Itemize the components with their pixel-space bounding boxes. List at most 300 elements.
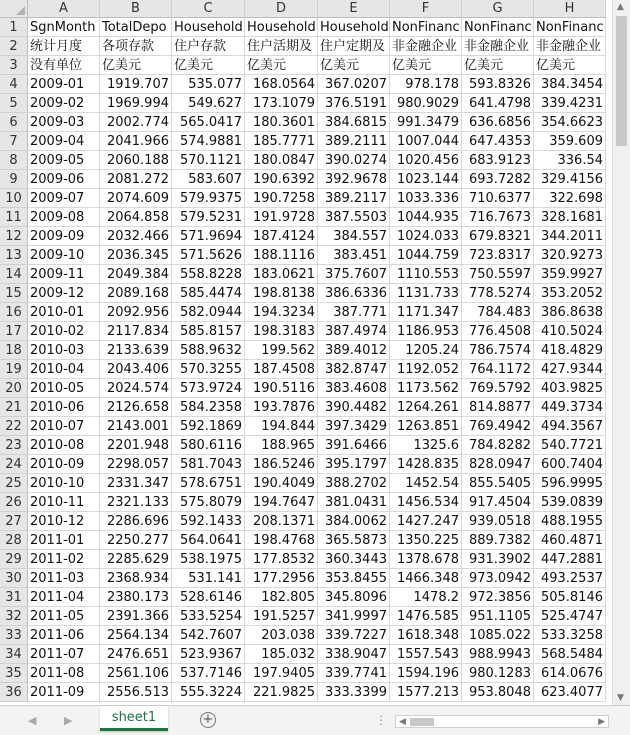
cell-B8[interactable]: 2060.188 [100,151,172,170]
cell-E33[interactable]: 339.7227 [318,626,390,645]
cell-F15[interactable]: 1131.733 [390,284,462,303]
row-header-17[interactable]: 17 [0,322,28,341]
cell-A27[interactable]: 2010-12 [28,512,100,531]
cell-F25[interactable]: 1452.54 [390,474,462,493]
cell-H29[interactable]: 447.2881 [534,550,606,569]
cell-A22[interactable]: 2010-07 [28,417,100,436]
cell-G25[interactable]: 855.5405 [462,474,534,493]
cell-E10[interactable]: 389.2117 [318,189,390,208]
cell-B20[interactable]: 2024.574 [100,379,172,398]
cell-G31[interactable]: 972.3856 [462,588,534,607]
cell-D23[interactable]: 188.965 [245,436,318,455]
cell-C35[interactable]: 537.7146 [172,664,245,683]
scroll-down-icon[interactable]: ▼ [617,693,624,703]
row-header-10[interactable]: 10 [0,189,28,208]
cell-E8[interactable]: 390.0274 [318,151,390,170]
cell-C15[interactable]: 585.4474 [172,284,245,303]
cell-F36[interactable]: 1577.213 [390,683,462,702]
cell-H19[interactable]: 427.9344 [534,360,606,379]
cell-D21[interactable]: 193.7876 [245,398,318,417]
cell-D14[interactable]: 183.0621 [245,265,318,284]
cell-H25[interactable]: 596.9995 [534,474,606,493]
cell-F24[interactable]: 1428.835 [390,455,462,474]
row-header-15[interactable]: 15 [0,284,28,303]
cell-G21[interactable]: 814.8877 [462,398,534,417]
horizontal-scroll-thumb[interactable] [410,718,434,726]
cell-G1[interactable]: NonFinanc [462,18,534,37]
cell-B6[interactable]: 2002.774 [100,113,172,132]
cell-G20[interactable]: 769.5792 [462,379,534,398]
cell-E14[interactable]: 375.7607 [318,265,390,284]
cell-F26[interactable]: 1456.534 [390,493,462,512]
scroll-left-icon[interactable]: ◀ [399,717,406,727]
row-header-27[interactable]: 27 [0,512,28,531]
cell-H33[interactable]: 533.3258 [534,626,606,645]
cell-F10[interactable]: 1033.336 [390,189,462,208]
cell-G8[interactable]: 683.9123 [462,151,534,170]
cell-D30[interactable]: 177.2956 [245,569,318,588]
row-header-19[interactable]: 19 [0,360,28,379]
cell-C30[interactable]: 531.141 [172,569,245,588]
cell-H32[interactable]: 525.4747 [534,607,606,626]
cell-E3[interactable]: 亿美元 [318,56,390,75]
cell-G22[interactable]: 769.4942 [462,417,534,436]
cell-H12[interactable]: 344.2011 [534,227,606,246]
cell-C29[interactable]: 538.1975 [172,550,245,569]
cell-E36[interactable]: 333.3399 [318,683,390,702]
cell-D18[interactable]: 199.562 [245,341,318,360]
cell-A6[interactable]: 2009-03 [28,113,100,132]
cell-F31[interactable]: 1478.2 [390,588,462,607]
cell-G27[interactable]: 939.0518 [462,512,534,531]
cell-A20[interactable]: 2010-05 [28,379,100,398]
cell-C22[interactable]: 592.1869 [172,417,245,436]
cell-B33[interactable]: 2564.134 [100,626,172,645]
cell-F14[interactable]: 1110.553 [390,265,462,284]
prev-sheet-icon[interactable]: ◀ [28,714,37,727]
cell-A23[interactable]: 2010-08 [28,436,100,455]
cell-D11[interactable]: 191.9728 [245,208,318,227]
cell-C3[interactable]: 亿美元 [172,56,245,75]
cell-B19[interactable]: 2043.406 [100,360,172,379]
cell-D27[interactable]: 208.1371 [245,512,318,531]
add-sheet-icon[interactable]: + [200,712,216,728]
cell-A2[interactable]: 统计月度 [28,37,100,56]
scroll-right-icon[interactable]: ▶ [598,717,605,727]
cell-A10[interactable]: 2009-07 [28,189,100,208]
cell-H20[interactable]: 403.9825 [534,379,606,398]
cell-C12[interactable]: 571.9694 [172,227,245,246]
cell-F33[interactable]: 1618.348 [390,626,462,645]
cell-A33[interactable]: 2011-06 [28,626,100,645]
cell-C20[interactable]: 573.9724 [172,379,245,398]
row-header-3[interactable]: 3 [0,56,28,75]
cell-E2[interactable]: 住户定期及 [318,37,390,56]
cell-D2[interactable]: 住户活期及 [245,37,318,56]
row-header-12[interactable]: 12 [0,227,28,246]
cell-D35[interactable]: 197.9405 [245,664,318,683]
cell-B17[interactable]: 2117.834 [100,322,172,341]
row-header-26[interactable]: 26 [0,493,28,512]
cell-G9[interactable]: 693.7282 [462,170,534,189]
column-header-D[interactable]: D [245,0,318,18]
cell-E21[interactable]: 390.4482 [318,398,390,417]
cell-G29[interactable]: 931.3902 [462,550,534,569]
cell-E23[interactable]: 391.6466 [318,436,390,455]
cell-A25[interactable]: 2010-10 [28,474,100,493]
cell-A34[interactable]: 2011-07 [28,645,100,664]
cell-B34[interactable]: 2476.651 [100,645,172,664]
cell-F27[interactable]: 1427.247 [390,512,462,531]
cell-C18[interactable]: 588.9632 [172,341,245,360]
cell-D22[interactable]: 194.844 [245,417,318,436]
cell-H21[interactable]: 449.3734 [534,398,606,417]
cell-C25[interactable]: 578.6751 [172,474,245,493]
cell-C32[interactable]: 533.5254 [172,607,245,626]
cell-H6[interactable]: 354.6623 [534,113,606,132]
cell-D9[interactable]: 190.6392 [245,170,318,189]
cell-H2[interactable]: 非金融企业 [534,37,606,56]
cell-H16[interactable]: 386.8638 [534,303,606,322]
cell-H5[interactable]: 339.4231 [534,94,606,113]
cell-E15[interactable]: 386.6336 [318,284,390,303]
cell-C31[interactable]: 528.6146 [172,588,245,607]
cell-F12[interactable]: 1024.033 [390,227,462,246]
cell-H10[interactable]: 322.698 [534,189,606,208]
cell-H11[interactable]: 328.1681 [534,208,606,227]
cell-E26[interactable]: 381.0431 [318,493,390,512]
cell-F17[interactable]: 1186.953 [390,322,462,341]
cell-E17[interactable]: 387.4974 [318,322,390,341]
row-header-31[interactable]: 31 [0,588,28,607]
cell-B32[interactable]: 2391.366 [100,607,172,626]
cell-C21[interactable]: 584.2358 [172,398,245,417]
row-header-30[interactable]: 30 [0,569,28,588]
cell-H22[interactable]: 494.3567 [534,417,606,436]
cell-C24[interactable]: 581.7043 [172,455,245,474]
cell-F5[interactable]: 980.9029 [390,94,462,113]
scroll-up-icon[interactable]: ▲ [617,2,624,12]
row-header-7[interactable]: 7 [0,132,28,151]
cell-B10[interactable]: 2074.609 [100,189,172,208]
cell-A8[interactable]: 2009-05 [28,151,100,170]
cell-G7[interactable]: 647.4353 [462,132,534,151]
cell-E25[interactable]: 388.2702 [318,474,390,493]
cell-G11[interactable]: 716.7673 [462,208,534,227]
cell-C11[interactable]: 579.5231 [172,208,245,227]
cell-E28[interactable]: 365.5873 [318,531,390,550]
cell-E13[interactable]: 383.451 [318,246,390,265]
cell-C17[interactable]: 585.8157 [172,322,245,341]
cell-E9[interactable]: 392.9678 [318,170,390,189]
cell-D10[interactable]: 190.7258 [245,189,318,208]
cell-A28[interactable]: 2011-01 [28,531,100,550]
cell-A15[interactable]: 2009-12 [28,284,100,303]
cell-G17[interactable]: 776.4508 [462,322,534,341]
cell-G12[interactable]: 679.8321 [462,227,534,246]
cell-H13[interactable]: 320.9273 [534,246,606,265]
cell-G2[interactable]: 非金融企业 [462,37,534,56]
column-header-G[interactable]: G [462,0,534,18]
cell-D36[interactable]: 221.9825 [245,683,318,702]
cell-D26[interactable]: 194.7647 [245,493,318,512]
cell-D20[interactable]: 190.5116 [245,379,318,398]
row-header-4[interactable]: 4 [0,75,28,94]
cell-E6[interactable]: 384.6815 [318,113,390,132]
cell-E29[interactable]: 360.3443 [318,550,390,569]
cell-F22[interactable]: 1263.851 [390,417,462,436]
cell-B23[interactable]: 2201.948 [100,436,172,455]
cell-E1[interactable]: Household [320,20,389,35]
column-header-E[interactable]: E [318,0,390,18]
cell-E19[interactable]: 382.8747 [318,360,390,379]
cell-C13[interactable]: 571.5626 [172,246,245,265]
cell-F11[interactable]: 1044.935 [390,208,462,227]
cell-C33[interactable]: 542.7607 [172,626,245,645]
vertical-scroll-thumb[interactable] [616,16,627,146]
cell-D25[interactable]: 190.4049 [245,474,318,493]
cell-G16[interactable]: 784.483 [462,303,534,322]
row-header-9[interactable]: 9 [0,170,28,189]
cell-B11[interactable]: 2064.858 [100,208,172,227]
row-header-8[interactable]: 8 [0,151,28,170]
cell-H34[interactable]: 568.5484 [534,645,606,664]
cell-C16[interactable]: 582.0944 [172,303,245,322]
cell-C28[interactable]: 564.0641 [172,531,245,550]
cell-B16[interactable]: 2092.956 [100,303,172,322]
next-sheet-icon[interactable]: ▶ [64,714,73,727]
cell-D13[interactable]: 188.1116 [245,246,318,265]
cell-G13[interactable]: 723.8317 [462,246,534,265]
cell-B1[interactable]: TotalDepo [100,18,172,37]
cell-D4[interactable]: 168.0564 [245,75,318,94]
sheet-tab-sheet1[interactable]: sheet1 [100,706,168,731]
cell-B29[interactable]: 2285.629 [100,550,172,569]
cell-D15[interactable]: 198.8138 [245,284,318,303]
cell-D24[interactable]: 186.5246 [245,455,318,474]
cell-G24[interactable]: 828.0947 [462,455,534,474]
row-header-32[interactable]: 32 [0,607,28,626]
cell-C9[interactable]: 583.607 [172,170,245,189]
cell-A21[interactable]: 2010-06 [28,398,100,417]
cell-A3[interactable]: 没有单位 [28,56,100,75]
cell-B18[interactable]: 2133.639 [100,341,172,360]
row-header-11[interactable]: 11 [0,208,28,227]
cell-H14[interactable]: 359.9927 [534,265,606,284]
row-header-34[interactable]: 34 [0,645,28,664]
row-header-1[interactable]: 1 [0,18,28,37]
cell-C10[interactable]: 579.9375 [172,189,245,208]
cell-D17[interactable]: 198.3183 [245,322,318,341]
cell-C36[interactable]: 555.3224 [172,683,245,702]
cell-E20[interactable]: 383.4608 [318,379,390,398]
cell-D5[interactable]: 173.1079 [245,94,318,113]
column-header-F[interactable]: F [390,0,462,18]
cell-G26[interactable]: 917.4504 [462,493,534,512]
cell-F16[interactable]: 1171.347 [390,303,462,322]
cell-C2[interactable]: 住户存款 [172,37,245,56]
cell-B2[interactable]: 各项存款 [100,37,172,56]
row-header-21[interactable]: 21 [0,398,28,417]
cell-A4[interactable]: 2009-01 [28,75,100,94]
cell-G15[interactable]: 778.5274 [462,284,534,303]
cell-D34[interactable]: 185.032 [245,645,318,664]
cell-B25[interactable]: 2331.347 [100,474,172,493]
cell-F35[interactable]: 1594.196 [390,664,462,683]
row-header-18[interactable]: 18 [0,341,28,360]
cell-A24[interactable]: 2010-09 [28,455,100,474]
column-header-A[interactable]: A [28,0,100,18]
row-header-20[interactable]: 20 [0,379,28,398]
cell-E34[interactable]: 338.9047 [318,645,390,664]
row-header-36[interactable]: 36 [0,683,28,702]
cell-E24[interactable]: 395.1797 [318,455,390,474]
cell-D32[interactable]: 191.5257 [245,607,318,626]
cell-D28[interactable]: 198.4768 [245,531,318,550]
cell-F7[interactable]: 1007.044 [390,132,462,151]
cell-H15[interactable]: 353.2052 [534,284,606,303]
cell-D31[interactable]: 182.805 [245,588,318,607]
cell-A26[interactable]: 2010-11 [28,493,100,512]
cell-G4[interactable]: 593.8326 [462,75,534,94]
cell-G14[interactable]: 750.5597 [462,265,534,284]
cell-A32[interactable]: 2011-05 [28,607,100,626]
cell-H35[interactable]: 614.0676 [534,664,606,683]
more-options-icon[interactable]: ⋮ [375,713,387,727]
cell-A35[interactable]: 2011-08 [28,664,100,683]
cell-B12[interactable]: 2032.466 [100,227,172,246]
vertical-scrollbar[interactable] [612,0,630,705]
row-header-16[interactable]: 16 [0,303,28,322]
row-header-25[interactable]: 25 [0,474,28,493]
cell-F2[interactable]: 非金融企业 [390,37,462,56]
cell-E22[interactable]: 397.3429 [318,417,390,436]
cell-H31[interactable]: 505.8146 [534,588,606,607]
select-all-corner[interactable] [0,0,28,18]
cell-B3[interactable]: 亿美元 [100,56,172,75]
cell-B26[interactable]: 2321.133 [100,493,172,512]
row-header-29[interactable]: 29 [0,550,28,569]
cell-D16[interactable]: 194.3234 [245,303,318,322]
cell-H17[interactable]: 410.5024 [534,322,606,341]
cell-B27[interactable]: 2286.696 [100,512,172,531]
cell-C27[interactable]: 592.1433 [172,512,245,531]
cell-H30[interactable]: 493.2537 [534,569,606,588]
row-header-6[interactable]: 6 [0,113,28,132]
cell-F18[interactable]: 1205.24 [390,341,462,360]
cell-G33[interactable]: 1085.022 [462,626,534,645]
row-header-35[interactable]: 35 [0,664,28,683]
cell-G34[interactable]: 988.9943 [462,645,534,664]
cell-A16[interactable]: 2010-01 [28,303,100,322]
cell-F19[interactable]: 1192.052 [390,360,462,379]
cell-B31[interactable]: 2380.173 [100,588,172,607]
cell-F8[interactable]: 1020.456 [390,151,462,170]
cell-G30[interactable]: 973.0942 [462,569,534,588]
cell-G32[interactable]: 951.1105 [462,607,534,626]
cell-F23[interactable]: 1325.6 [390,436,462,455]
cell-B4[interactable]: 1919.707 [100,75,172,94]
cell-F9[interactable]: 1023.144 [390,170,462,189]
cell-G3[interactable]: 亿美元 [462,56,534,75]
row-header-14[interactable]: 14 [0,265,28,284]
cell-H9[interactable]: 329.4156 [534,170,606,189]
cell-A31[interactable]: 2011-04 [28,588,100,607]
cell-E4[interactable]: 367.0207 [318,75,390,94]
cell-C4[interactable]: 535.077 [172,75,245,94]
cell-G18[interactable]: 786.7574 [462,341,534,360]
cell-B30[interactable]: 2368.934 [100,569,172,588]
cell-D29[interactable]: 177.8532 [245,550,318,569]
cell-A30[interactable]: 2011-03 [28,569,100,588]
row-header-33[interactable]: 33 [0,626,28,645]
row-header-13[interactable]: 13 [0,246,28,265]
cell-C6[interactable]: 565.0417 [172,113,245,132]
cell-H24[interactable]: 600.7404 [534,455,606,474]
row-header-23[interactable]: 23 [0,436,28,455]
cell-E11[interactable]: 387.5503 [318,208,390,227]
cell-A11[interactable]: 2009-08 [28,208,100,227]
cell-E12[interactable]: 384.557 [318,227,390,246]
cell-H36[interactable]: 623.4077 [534,683,606,702]
cell-H28[interactable]: 460.4871 [534,531,606,550]
cell-D7[interactable]: 185.7771 [245,132,318,151]
cell-A13[interactable]: 2009-10 [28,246,100,265]
cell-F32[interactable]: 1476.585 [390,607,462,626]
cell-G23[interactable]: 784.8282 [462,436,534,455]
cell-F3[interactable]: 亿美元 [390,56,462,75]
cell-B13[interactable]: 2036.345 [100,246,172,265]
cell-C5[interactable]: 549.627 [172,94,245,113]
cell-B36[interactable]: 2556.513 [100,683,172,702]
horizontal-scrollbar[interactable] [395,715,609,728]
cell-A1[interactable]: SgnMonth [28,18,100,37]
cell-B7[interactable]: 2041.966 [100,132,172,151]
cell-E31[interactable]: 345.8096 [318,588,390,607]
cell-C7[interactable]: 574.9881 [172,132,245,151]
cell-E32[interactable]: 341.9997 [318,607,390,626]
cell-B28[interactable]: 2250.277 [100,531,172,550]
row-header-22[interactable]: 22 [0,417,28,436]
cell-G36[interactable]: 953.8048 [462,683,534,702]
cell-D33[interactable]: 203.038 [245,626,318,645]
cell-A19[interactable]: 2010-04 [28,360,100,379]
cell-E5[interactable]: 376.5191 [318,94,390,113]
row-header-2[interactable]: 2 [0,37,28,56]
cell-F29[interactable]: 1378.678 [390,550,462,569]
cell-G5[interactable]: 641.4798 [462,94,534,113]
row-header-28[interactable]: 28 [0,531,28,550]
cell-A36[interactable]: 2011-09 [28,683,100,702]
cell-D12[interactable]: 187.4124 [245,227,318,246]
cell-C23[interactable]: 580.6116 [172,436,245,455]
cell-B22[interactable]: 2143.001 [100,417,172,436]
row-header-5[interactable]: 5 [0,94,28,113]
cell-F21[interactable]: 1264.261 [390,398,462,417]
cell-H27[interactable]: 488.1955 [534,512,606,531]
cell-E7[interactable]: 389.2111 [318,132,390,151]
cell-C34[interactable]: 523.9367 [172,645,245,664]
cell-A14[interactable]: 2009-11 [28,265,100,284]
cell-G10[interactable]: 710.6377 [462,189,534,208]
cell-H3[interactable]: 亿美元 [534,56,606,75]
cell-H26[interactable]: 539.0839 [534,493,606,512]
cell-E35[interactable]: 339.7741 [318,664,390,683]
cell-B24[interactable]: 2298.057 [100,455,172,474]
cell-E30[interactable]: 353.8455 [318,569,390,588]
column-header-B[interactable]: B [100,0,172,18]
cell-A12[interactable]: 2009-09 [28,227,100,246]
